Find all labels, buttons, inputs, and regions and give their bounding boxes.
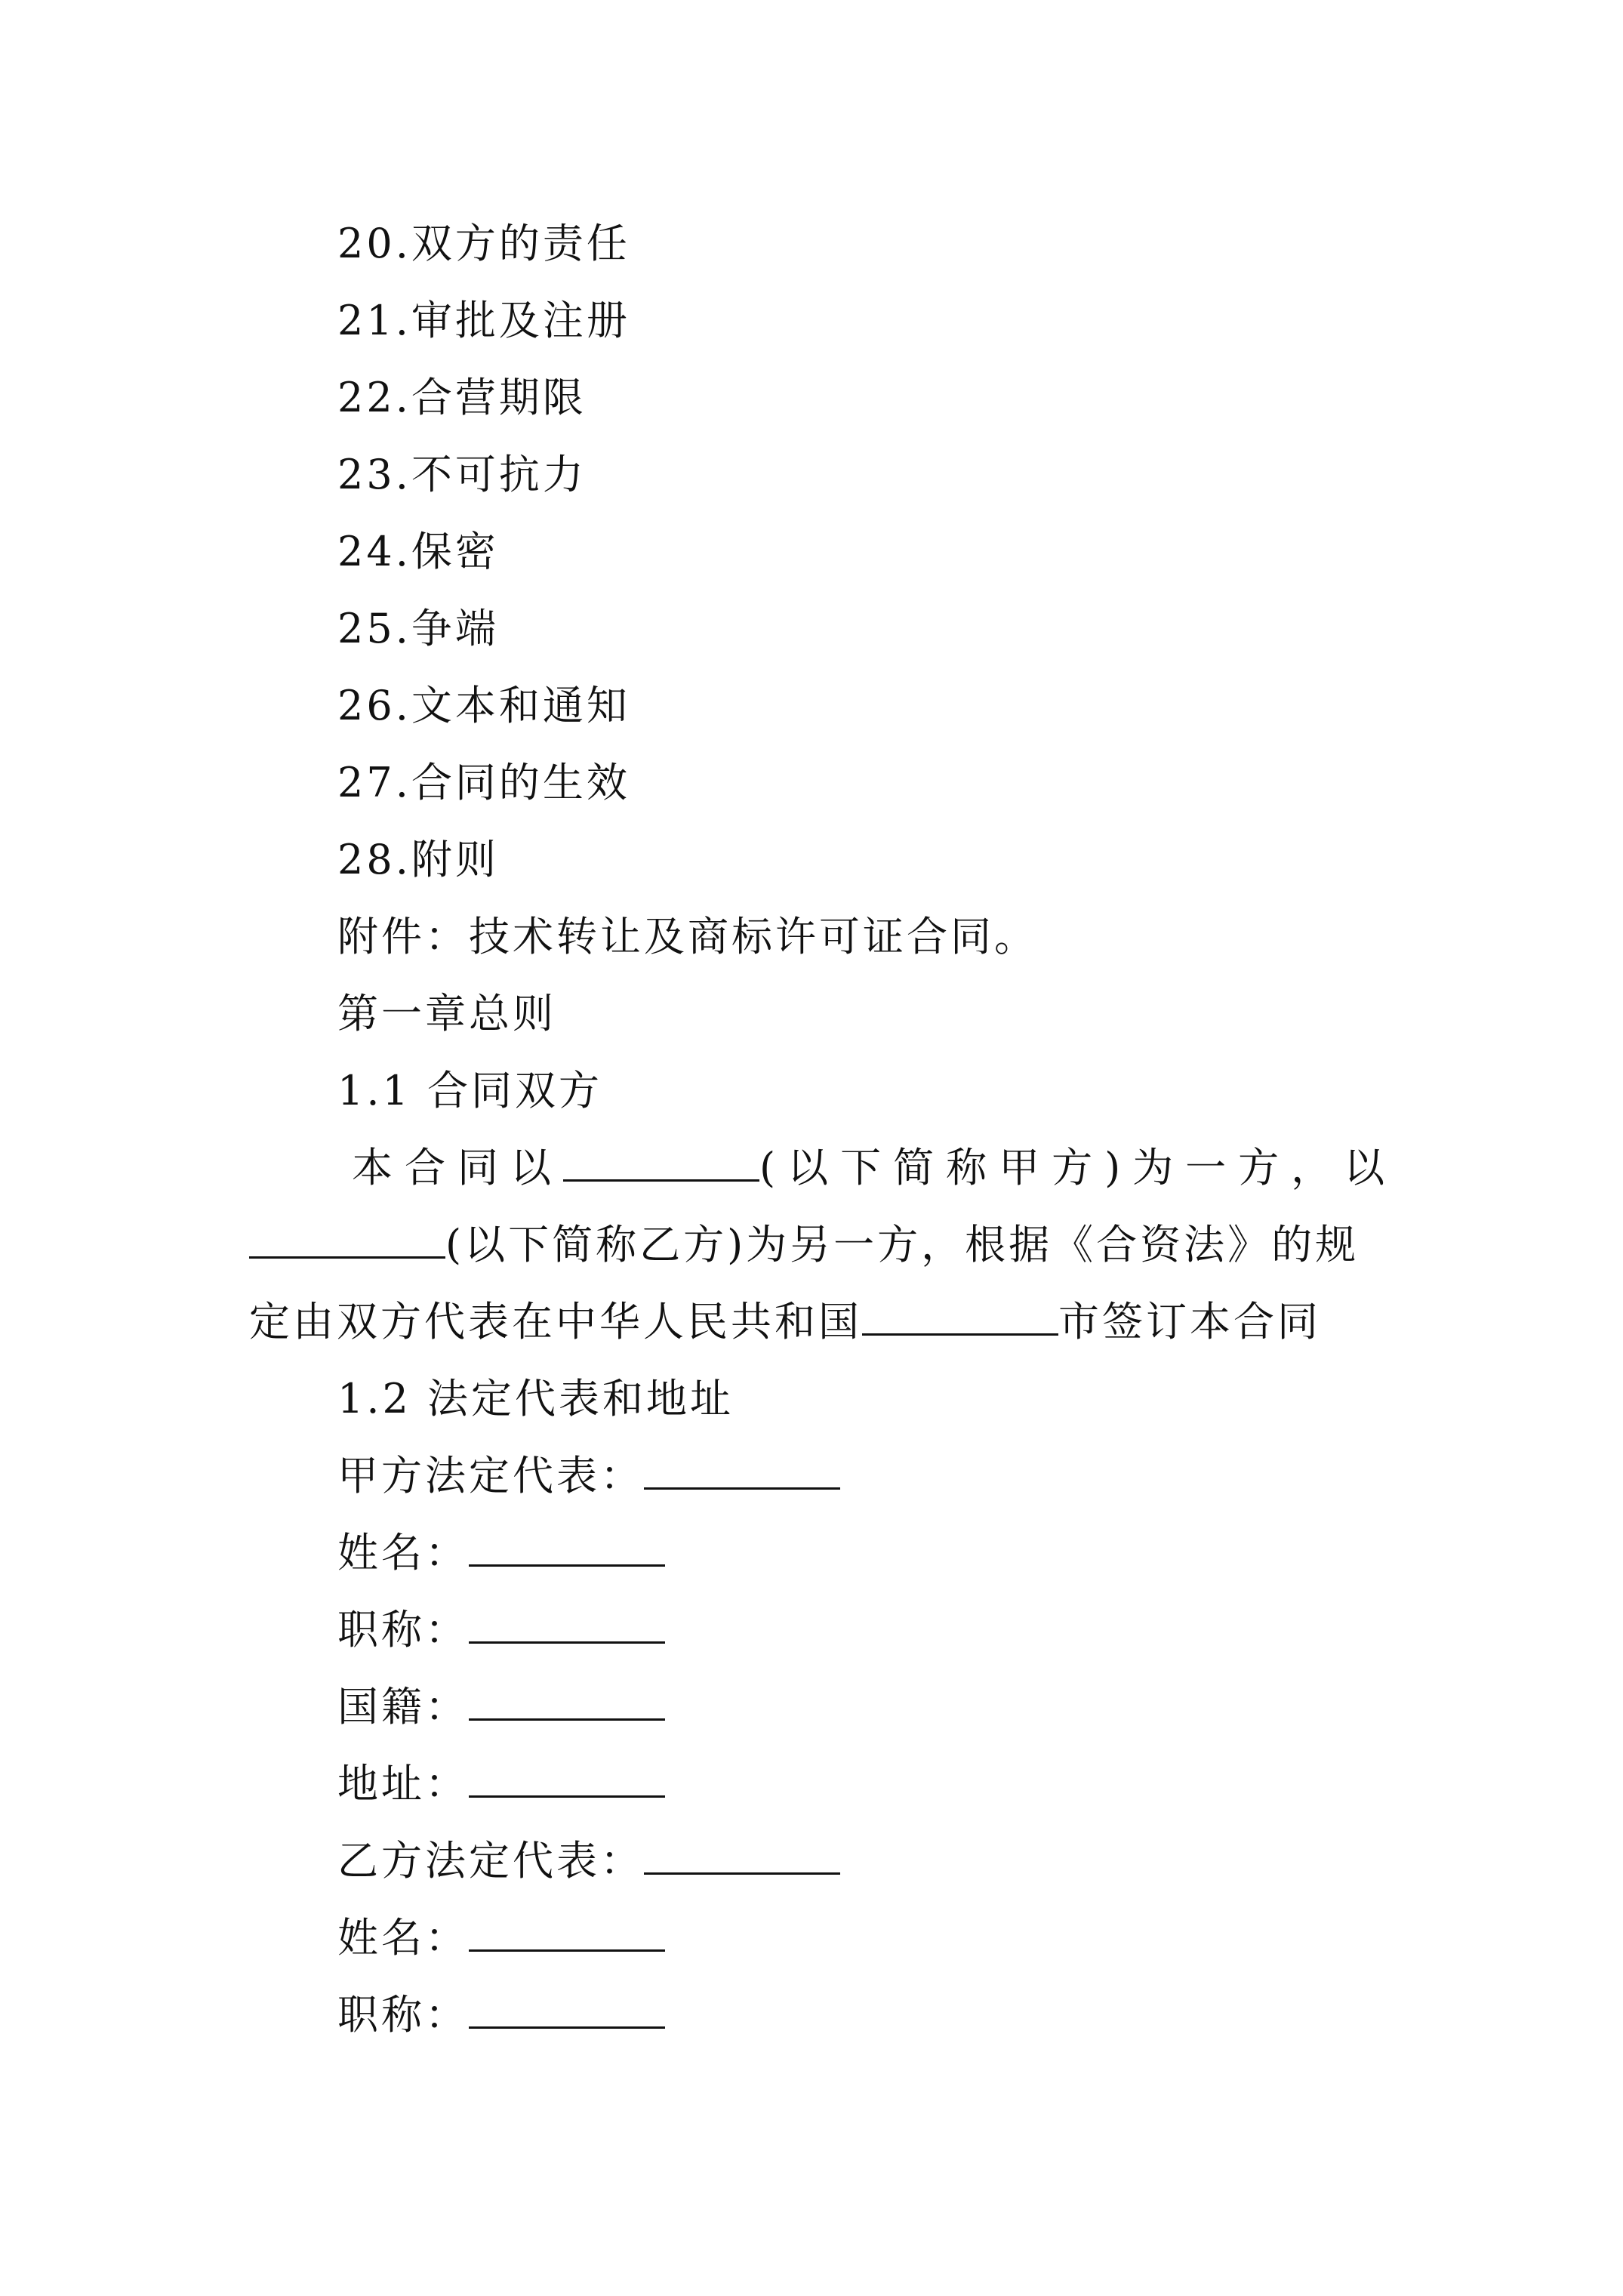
toc-item-26: 26.文本和通知 — [337, 682, 630, 729]
party-b-name-line — [337, 1912, 665, 1965]
party-a-position-blank[interactable] — [469, 1604, 665, 1644]
party-b-position-label: 职称： — [337, 1991, 469, 2039]
party-a-name-line — [337, 1527, 665, 1579]
toc-item-25: 25.争端 — [337, 605, 499, 652]
parties-line-3 — [249, 1296, 1389, 1348]
toc-item-28: 28.附则 — [337, 836, 499, 883]
parties-text-2a: (以下简称乙方)为另一方，根据《合资法》的规 — [445, 1221, 1360, 1268]
party-b-position-blank[interactable] — [469, 1989, 665, 2029]
parties-text-1b: (以下简称甲方)为一方，以 — [759, 1144, 1397, 1191]
toc-item-20: 20.双方的责任 — [337, 220, 630, 267]
party-b-name-blank[interactable] — [469, 1912, 665, 1952]
party-b-rep-label: 乙方法定代表： — [337, 1837, 644, 1885]
party-a-rep-label: 甲方法定代表： — [337, 1452, 644, 1499]
parties-text-1a: 本合同以 — [352, 1144, 563, 1191]
party-a-blank[interactable] — [563, 1142, 759, 1182]
party-b-rep-line — [337, 1835, 840, 1888]
toc-item-21: 21.审批及注册 — [337, 297, 630, 344]
city-blank[interactable] — [862, 1296, 1058, 1336]
party-a-position-label: 职称： — [337, 1606, 469, 1653]
party-a-name-blank[interactable] — [469, 1527, 665, 1567]
party-b-position-line — [337, 1989, 665, 2042]
party-a-name-label: 姓名： — [337, 1529, 469, 1576]
section-1-1-title: 1.1 合同双方 — [337, 1067, 603, 1114]
parties-text-3b: 市签订本合同 — [1058, 1298, 1321, 1345]
party-a-address-label: 地址： — [337, 1760, 469, 1808]
toc-item-22: 22.合营期限 — [337, 374, 587, 421]
party-a-position-line — [337, 1604, 665, 1657]
parties-line-1 — [249, 1142, 1397, 1194]
party-a-rep-blank[interactable] — [644, 1450, 840, 1490]
toc-item-23: 23.不可抗力 — [337, 451, 587, 498]
party-a-rep-line — [337, 1450, 840, 1502]
chapter-title: 第一章总则 — [337, 990, 556, 1037]
party-b-name-label: 姓名： — [337, 1914, 469, 1962]
party-a-nationality-line — [337, 1681, 665, 1734]
party-b-rep-blank[interactable] — [644, 1835, 840, 1875]
parties-line-2 — [249, 1219, 1389, 1271]
toc-item-27: 27.合同的生效 — [337, 759, 630, 806]
party-a-address-blank[interactable] — [469, 1758, 665, 1798]
appendix-line: 附件：技术转让及商标许可证合同。 — [337, 913, 1038, 960]
party-b-blank[interactable] — [249, 1219, 445, 1259]
toc-item-24: 24.保密 — [337, 528, 499, 575]
section-1-2-title: 1.2 法定代表和地址 — [337, 1375, 735, 1422]
party-a-nationality-label: 国籍： — [337, 1683, 469, 1730]
party-a-nationality-blank[interactable] — [469, 1681, 665, 1721]
parties-text-3a: 定由双方代表在中华人民共和国 — [249, 1298, 862, 1345]
party-a-address-line — [337, 1758, 665, 1811]
